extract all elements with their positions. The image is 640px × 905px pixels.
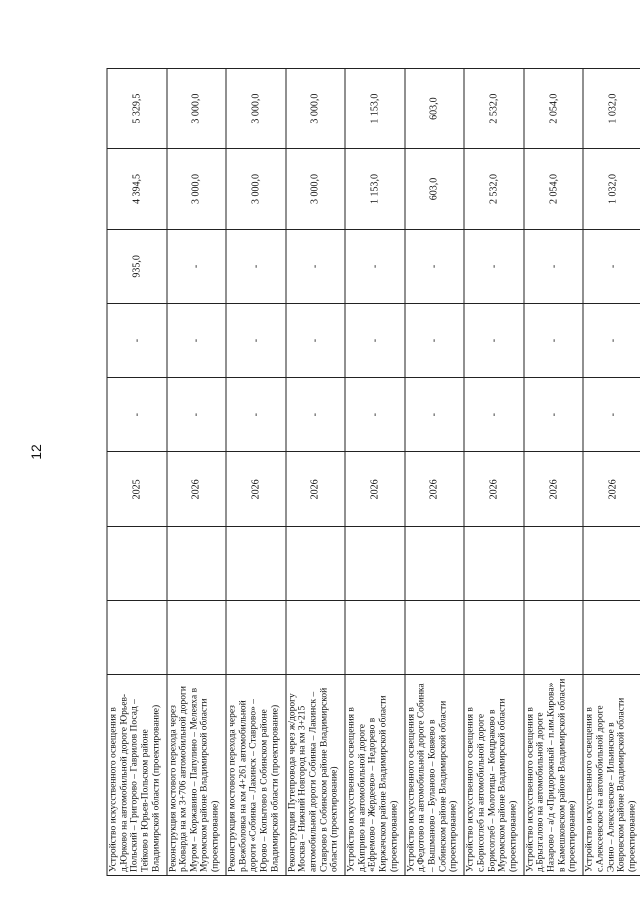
value-cell: 1 153,0 [345,149,405,229]
object-name-cell: Устройство искусственного освещения в д.Федотово на автомобильной дороге Собинка – Вышманово – Буланово – Ковяево в Собинском районе Владимирской области (проектирование) [405,675,465,876]
value-cell: 603,0 [405,149,465,229]
value-cell: 4 394,5 [107,149,167,229]
year-cell: 2026 [464,452,524,527]
value-cell: 3 000,0 [226,149,286,229]
object-name-cell: Устройство искусственного освещения в с.Борисоглеб на автомобильной дороге Борисоглеб – Молотицы – Кондраково в Муромском районе Владимирской области (проектирование) [464,675,524,876]
empty-cell [464,600,524,675]
value-cell: - [583,304,640,378]
value-cell: - [226,377,286,452]
year-cell: 2025 [107,452,167,527]
value-cell: 935,0 [107,229,167,304]
table-wrapper [107,68,640,876]
value-cell: - [405,304,465,378]
table-row [345,69,405,876]
empty-cell [583,600,640,675]
value-cell: 3 000,0 [286,149,346,229]
total-cell: 1 032,0 [583,69,640,149]
year-cell: 2026 [167,452,227,527]
value-cell: - [345,229,405,304]
value-cell: - [167,304,227,378]
empty-cell [524,600,584,675]
empty-cell [524,527,584,601]
value-cell: - [167,229,227,304]
table-row [286,69,346,876]
value-cell: - [286,304,346,378]
total-cell: 603,0 [405,69,465,149]
year-cell: 2026 [583,452,640,527]
empty-cell [226,527,286,601]
empty-cell [286,527,346,601]
empty-cell [405,600,465,675]
total-cell: 3 000,0 [286,69,346,149]
objects-table [107,68,640,876]
table-row [524,69,584,876]
value-cell: - [524,377,584,452]
object-name-cell: Устройство искусственного освещения в с.Алексеевское на автомобильной дороге Эсино – Алексеевское – Ильинское в Ковровском районе Владимирской области (проектирование) [583,675,640,876]
value-cell: - [286,229,346,304]
total-cell: 1 153,0 [345,69,405,149]
table-row [107,69,167,876]
value-cell: - [464,229,524,304]
value-cell: - [345,377,405,452]
total-cell: 3 000,0 [167,69,227,149]
year-cell: 2026 [524,452,584,527]
table-row [464,69,524,876]
empty-cell [167,527,227,601]
empty-cell [405,527,465,601]
year-cell: 2026 [286,452,346,527]
year-cell: 2026 [345,452,405,527]
object-name-cell: Устройство искусственного освещения в д.Брызгалово на автомобильной дороге Назарово – а/д «Придорожный – п.им.Кирова» в Камешковском районе Владимирской области (проектирование) [524,675,584,876]
value-cell: - [583,377,640,452]
value-cell: - [286,377,346,452]
year-cell: 2026 [405,452,465,527]
object-name-cell: Реконструкция Путепровода через ж/дорогу Москва – Нижний Новгород на км 3+215 автомобильной дороги Собинка – Лакинск – Ставрово в Собинском районе Владимирской области (проектирование) [286,675,346,876]
value-cell: - [464,304,524,378]
table-row [405,69,465,876]
total-cell: 2 054,0 [524,69,584,149]
empty-cell [167,600,227,675]
year-cell: 2026 [226,452,286,527]
value-cell: - [345,304,405,378]
value-cell: - [405,377,465,452]
empty-cell [107,527,167,601]
value-cell: 2 532,0 [464,149,524,229]
page-number: 12 [28,444,44,460]
object-name-cell: Реконструкция мостового перехода через р.Ковардa на км 3+706 автомобильной дороги Муром – Коржавино – Папулино – Мелеяхa в Муромском районе Владимирской области (проектирование) [167,675,227,876]
value-cell: - [464,377,524,452]
value-cell: - [226,229,286,304]
value-cell: - [226,304,286,378]
object-name-cell: Реконструкция мостового перехода через р.Вежболовка на км 4+261 автомобильной дороги «Собинка – Лакинск – Ставрово» – Юрово – Копытово в Собинском районе Владимирской области (проектирование) [226,675,286,876]
empty-cell [107,600,167,675]
value-cell: - [583,229,640,304]
empty-cell [226,600,286,675]
total-cell: 2 532,0 [464,69,524,149]
object-name-cell: Устройство искусственного освещения в д.Юрково на автомобильной дороге Юрьев-Польский – Григорово – Гаврилов Посад – Тейково в Юрьев-Польском районе Владимирской области (проектирование) [107,675,167,876]
empty-cell [286,600,346,675]
value-cell: - [524,229,584,304]
total-cell: 3 000,0 [226,69,286,149]
value-cell: - [107,304,167,378]
value-cell: - [524,304,584,378]
table-row [226,69,286,876]
empty-cell [583,527,640,601]
value-cell: 1 032,0 [583,149,640,229]
object-name-cell: Устройство искусственного освещения в д.Киприво на автомобильной дороге «Ефремово – Жердеево» – Недорево в Киржачском районе Владимирской области (проектирование) [345,675,405,876]
value-cell: 3 000,0 [167,149,227,229]
value-cell: 2 054,0 [524,149,584,229]
empty-cell [345,527,405,601]
value-cell: - [167,377,227,452]
value-cell: - [405,229,465,304]
table-row [583,69,640,876]
table-row [167,69,227,876]
value-cell: - [107,377,167,452]
empty-cell [464,527,524,601]
total-cell: 5 329,5 [107,69,167,149]
empty-cell [345,600,405,675]
table-body [107,69,640,876]
